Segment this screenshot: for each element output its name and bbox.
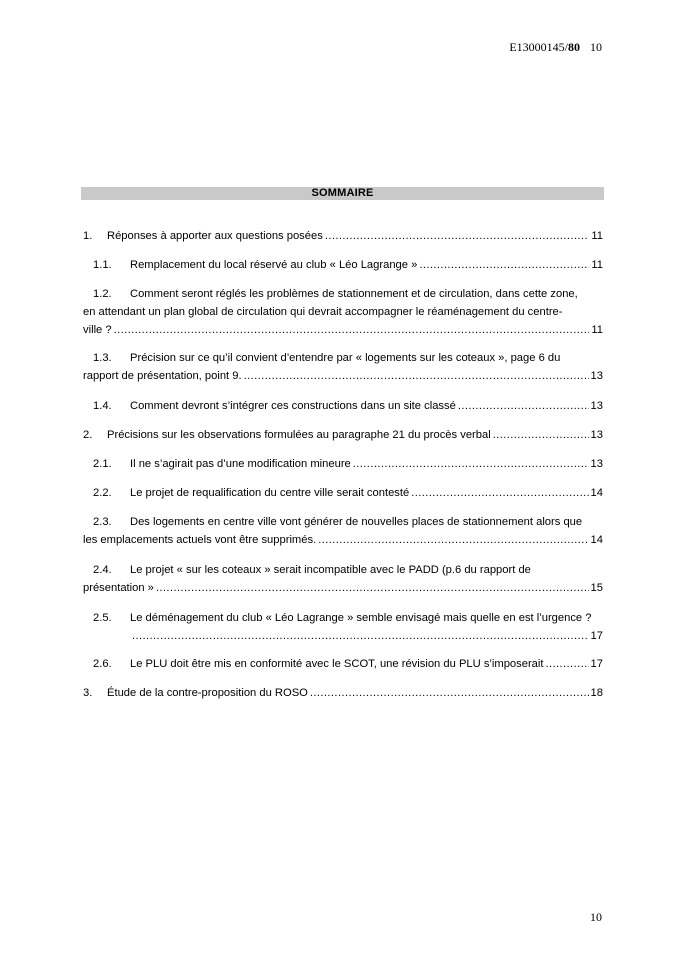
toc-leader-dots (458, 397, 589, 415)
toc-entry-page: 13 (590, 400, 603, 412)
toc-entry-1-1[interactable] (93, 256, 603, 274)
toc-entry-text: Il ne s’agirait pas d’une modification mineure (130, 458, 351, 470)
toc-entry-number: 2.1. (93, 458, 112, 470)
toc-leader-dots (114, 321, 589, 339)
toc-entry-1-3[interactable] (83, 349, 603, 385)
toc-leader-dots (310, 684, 589, 702)
toc-leader-dots (318, 531, 588, 549)
toc-entry-2-2[interactable] (93, 484, 603, 502)
toc-entry-3[interactable] (83, 684, 603, 702)
toc-entry-number: 1.3. (93, 352, 112, 364)
toc-entry-1[interactable] (83, 227, 603, 245)
toc-entry-2-3[interactable] (83, 513, 603, 549)
toc-leader-dots (325, 227, 589, 245)
toc-entry-text-line-1: Précision sur ce qu’il convient d’entendre par « logements sur les coteaux », page 6 du (130, 352, 561, 364)
toc-entry-1-4[interactable] (93, 397, 603, 415)
toc-entry-text: Étude de la contre-proposition du ROSO (107, 687, 308, 699)
document-reference (509, 40, 602, 55)
toc-entry-text-line-1: Le déménagement du club « Léo Lagrange » semble envisagé mais quelle en est l’urgence ? (130, 612, 592, 624)
footer-page-number: 10 (590, 910, 602, 924)
toc-leader-dots (353, 455, 589, 473)
toc-entry-text-line-2: rapport de présentation, point 9. (83, 370, 242, 382)
toc-entry-text-line-1: Le projet « sur les coteaux » serait incompatible avec le PADD (p.6 du rapport de (130, 564, 531, 576)
toc-leader-dots (244, 367, 589, 385)
toc-entry-text: Le PLU doit être mis en conformité avec le SCOT, une révision du PLU s’imposerait (130, 658, 544, 670)
toc-entry-text: Précisions sur les observations formulées au paragraphe 21 du procès verbal (107, 429, 491, 441)
toc-entry-number: 2. (83, 429, 93, 441)
toc-entry-number: 2.2. (93, 487, 112, 499)
toc-entry-text-line-3: ville ? (83, 324, 112, 336)
toc-entry-page: 13 (590, 429, 603, 441)
toc-entry-text-line-1: Des logements en centre ville vont générer de nouvelles places de stationnement alors que (130, 516, 583, 528)
toc-entry-text: Le projet de requalification du centre ville serait contesté (130, 487, 410, 499)
toc-entry-number: 2.4. (93, 564, 112, 576)
toc-entry-number: 1.1. (93, 259, 112, 271)
toc-entry-2-4[interactable] (83, 561, 603, 597)
toc-entry-text: Remplacement du local réservé au club « Léo Lagrange » (130, 259, 418, 271)
toc-entry-page: 17 (590, 658, 603, 670)
toc-entry-number: 2.3. (93, 516, 112, 528)
toc-entry-1-2[interactable] (83, 285, 603, 339)
header-page-number: 10 (590, 40, 602, 54)
toc-entry-number: 2.6. (93, 658, 112, 670)
reference-number: 80 (568, 40, 580, 54)
toc-entry-number: 1.4. (93, 400, 112, 412)
toc-leader-dots (419, 256, 589, 274)
toc-entry-text: Réponses à apporter aux questions posées (107, 230, 323, 242)
toc-entry-2[interactable] (83, 426, 603, 444)
toc-entry-text: Comment devront s’intégrer ces constructions dans un site classé (130, 400, 456, 412)
toc-entry-page: 14 (590, 487, 603, 499)
toc-entry-2-5[interactable] (93, 609, 603, 645)
toc-title: SOMMAIRE (81, 187, 604, 200)
toc-entry-page: 17 (590, 630, 603, 642)
reference-prefix: E13000145/ (509, 40, 568, 54)
toc-entry-text-line-2: en attendant un plan global de circulation qui devrait accompagner le réaménagement du centre- (83, 306, 563, 318)
toc-entry-number: 2.5. (93, 612, 112, 624)
toc-entry-text-line-2: présentation » (83, 582, 154, 594)
toc-entry-number: 1. (83, 230, 93, 242)
toc-entry-number: 3. (83, 687, 93, 699)
toc-leader-dots (156, 579, 589, 597)
toc-entry-page: 13 (590, 370, 603, 382)
toc-entry-page: 18 (590, 687, 603, 699)
toc-entry-page: 11 (591, 324, 603, 336)
toc-entry-text-line-2: les emplacements actuels vont être supprimés. (83, 534, 317, 546)
toc-entry-number: 1.2. (93, 288, 112, 300)
toc-leader-dots (132, 627, 589, 645)
toc-leader-dots (493, 426, 589, 444)
toc-entry-2-6[interactable] (93, 655, 603, 673)
toc-entry-page: 13 (590, 458, 603, 470)
toc-leader-dots (546, 655, 589, 673)
toc-entry-page: 11 (591, 230, 603, 242)
toc-entry-2-1[interactable] (93, 455, 603, 473)
toc-entry-text-line-1: Comment seront réglés les problèmes de stationnement et de circulation, dans cette zone, (130, 288, 578, 300)
toc-leader-dots (411, 484, 588, 502)
toc-entry-page: 11 (591, 259, 603, 271)
toc-entry-page: 14 (590, 534, 603, 546)
toc-entry-page: 15 (590, 582, 603, 594)
